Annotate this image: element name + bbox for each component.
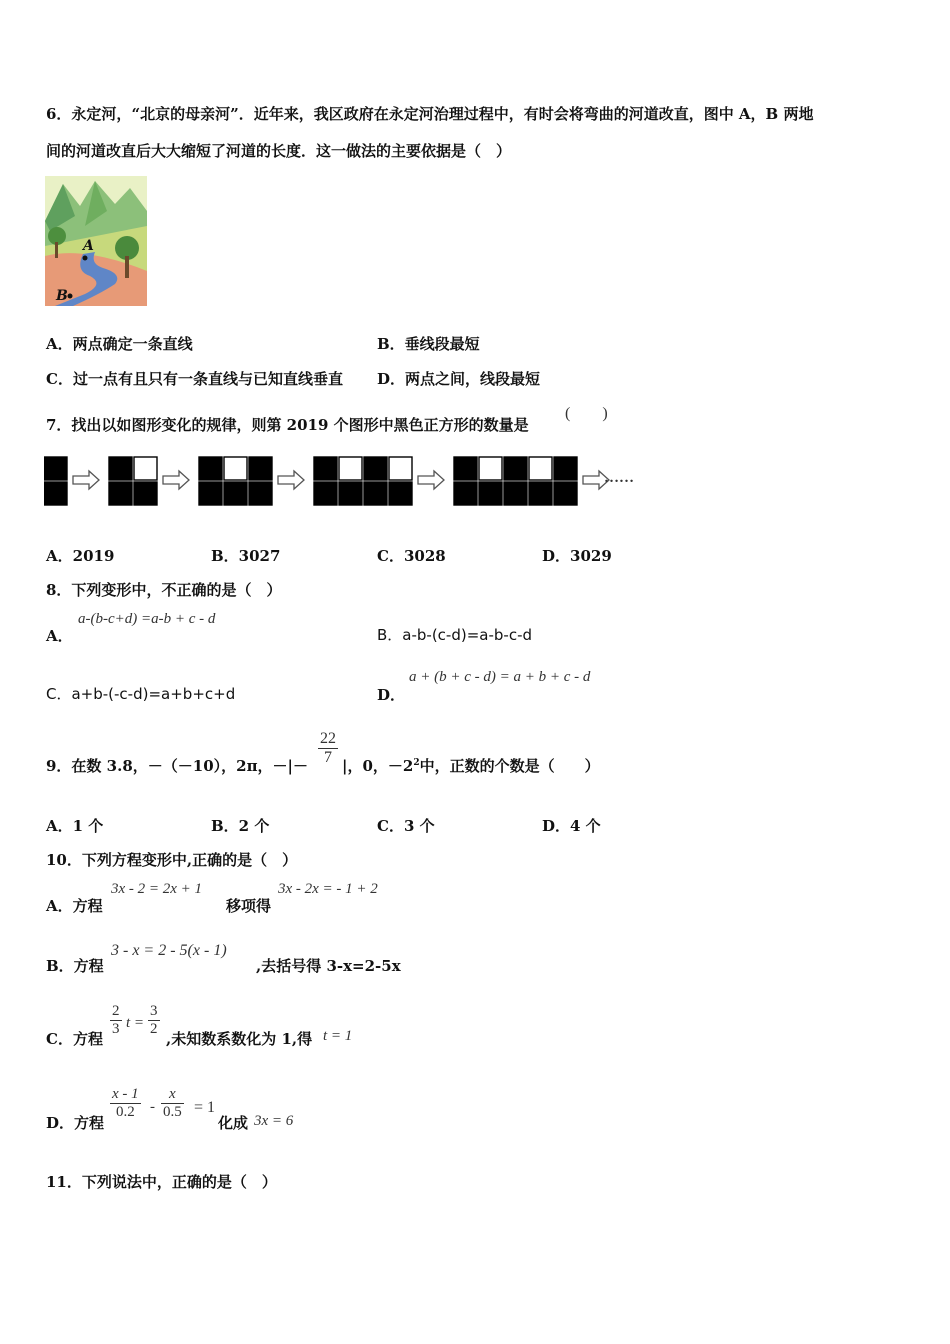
q6-option-c[interactable]: C．过一点有且只有一条直线与已知直线垂直	[46, 370, 343, 388]
black-square	[454, 457, 477, 480]
black-square	[364, 457, 387, 480]
pattern-figure-2	[109, 457, 157, 505]
arrow-right-icon	[278, 471, 304, 489]
q10-option-d-mid[interactable]: 化成	[218, 1114, 249, 1132]
white-square	[389, 457, 412, 480]
q6-option-a[interactable]: A．两点确定一条直线	[46, 335, 193, 353]
fraction-numerator: 3	[150, 1003, 158, 1019]
q10-option-a-equation[interactable]: 3x - 2 = 2x + 1	[111, 881, 203, 897]
q9-fraction-22-7	[318, 730, 338, 767]
black-square	[199, 482, 222, 505]
black-square	[249, 457, 272, 480]
fraction-denominator: 3	[112, 1021, 120, 1037]
q9-option-d[interactable]: D．4 个	[542, 817, 601, 835]
q10-option-c-tail[interactable]: ,未知数系数化为 1,得	[166, 1030, 313, 1048]
white-square	[529, 457, 552, 480]
point-a-label: A	[83, 238, 94, 254]
black-square	[109, 482, 132, 505]
q10-stem: 10．下列方程变形中,正确的是（ ）	[46, 851, 298, 869]
q7-option-a[interactable]: A．2019	[46, 547, 115, 565]
black-square	[554, 482, 577, 505]
q10-option-d-minus[interactable]: -	[150, 1099, 155, 1115]
q8-option-a-expression[interactable]: a-(b-c+d) =a-b + c - d	[78, 611, 216, 627]
q6-option-d[interactable]: D．两点之间，线段最短	[377, 370, 541, 388]
pattern-figure-4	[314, 457, 412, 505]
white-square	[224, 457, 247, 480]
q7-option-b[interactable]: B．3027	[211, 547, 281, 565]
white-square	[479, 457, 502, 480]
fraction-numerator: 2	[112, 1003, 120, 1019]
q10-option-a-label[interactable]: A．方程	[46, 897, 103, 915]
q9-stem-middle	[342, 755, 600, 776]
black-square	[339, 482, 362, 505]
q9-stem-mid-text: |，0，－2	[342, 757, 414, 775]
q6-stem-line2: 间的河道改直后大大缩短了河道的长度．这一做法的主要依据是（ ）	[46, 142, 512, 160]
q10-option-a-result[interactable]: 3x - 2x = - 1 + 2	[278, 881, 378, 897]
q7-answer-paren: ( )	[565, 405, 608, 422]
q10-option-b-tail[interactable]: ,去括号得 3-x=2-5x	[256, 957, 401, 975]
fraction-numerator: 22	[320, 730, 336, 747]
black-square	[134, 482, 157, 505]
pattern-figure-3	[199, 457, 272, 505]
q8-option-a-label[interactable]: A．	[46, 627, 73, 645]
q10-option-c-result[interactable]: t = 1	[323, 1028, 353, 1044]
white-square	[339, 457, 362, 480]
fraction-numerator: x - 1	[112, 1086, 139, 1102]
q9-option-b[interactable]: B．2 个	[211, 817, 270, 835]
q9-option-c[interactable]: C．3 个	[377, 817, 435, 835]
fraction-denominator: 2	[150, 1021, 158, 1037]
q8-stem: 8．下列变形中，不正确的是（ ）	[46, 581, 282, 599]
black-square	[454, 482, 477, 505]
q11-stem: 11．下列说法中，正确的是（ ）	[46, 1173, 277, 1191]
river-landscape-illustration	[45, 176, 147, 306]
q10-option-b-equation[interactable]: 3 - x = 2 - 5(x - 1)	[111, 942, 227, 959]
black-square	[44, 482, 67, 505]
arrow-right-icon	[163, 471, 189, 489]
fraction-denominator: 0.2	[115, 1104, 135, 1120]
pattern-ellipsis: ……	[604, 470, 634, 486]
fraction-denominator: 7	[324, 749, 332, 766]
q7-option-c[interactable]: C．3028	[377, 547, 446, 565]
fraction-denominator: 0.5	[163, 1104, 182, 1120]
q10-option-c-fraction-1[interactable]	[110, 1003, 122, 1038]
black-square	[44, 457, 67, 480]
black-square	[314, 482, 337, 505]
q10-option-c-variable[interactable]: t =	[126, 1015, 145, 1031]
q10-option-c-label[interactable]: C．方程	[46, 1030, 103, 1048]
black-square	[364, 482, 387, 505]
q10-option-d-equals[interactable]: = 1	[194, 1099, 216, 1116]
square-pattern-sequence	[44, 456, 644, 508]
q9-stem-start: 9．在数 3.8，－（－10），2π，－|－	[46, 757, 309, 775]
q10-option-d-fraction-2[interactable]	[161, 1086, 184, 1121]
black-square	[504, 482, 527, 505]
q7-option-d[interactable]: D．3029	[542, 547, 612, 565]
q10-option-d-result[interactable]: 3x = 6	[254, 1113, 294, 1129]
q10-option-d-label[interactable]: D．方程	[46, 1114, 105, 1132]
q10-option-c-fraction-2[interactable]	[148, 1003, 160, 1038]
q10-option-b-label[interactable]: B．方程	[46, 957, 104, 975]
black-square	[389, 482, 412, 505]
black-square	[554, 457, 577, 480]
q9-option-a[interactable]: A．1 个	[46, 817, 104, 835]
white-square	[134, 457, 157, 480]
q9-stem-end-text: 中，正数的个数是（ ）	[419, 757, 600, 775]
black-square	[529, 482, 552, 505]
arrow-right-icon	[73, 471, 99, 489]
black-square	[479, 482, 502, 505]
q8-option-d-label[interactable]: D．	[377, 686, 406, 704]
q6-option-b[interactable]: B．垂线段最短	[377, 335, 480, 353]
pattern-svg	[44, 456, 644, 508]
point-b-label: B	[56, 288, 68, 304]
black-square	[249, 482, 272, 505]
fraction-numerator: x	[161, 1086, 184, 1104]
q8-option-b[interactable]: B．a-b-(c-d)=a-b-c-d	[377, 626, 533, 644]
black-square	[109, 457, 132, 480]
pattern-figure-1	[44, 457, 67, 505]
q10-option-d-fraction-1[interactable]	[110, 1086, 141, 1121]
q7-stem: 7．找出以如图形变化的规律，则第 2019 个图形中黑色正方形的数量是	[46, 416, 529, 434]
arrow-right-icon	[418, 471, 444, 489]
pattern-figure-5	[454, 457, 577, 505]
q8-option-c[interactable]: C．a+b-(-c-d)=a+b+c+d	[46, 685, 236, 703]
black-square	[314, 457, 337, 480]
black-square	[504, 457, 527, 480]
q6-stem-line1: 6．永定河，“北京的母亲河”．近年来，我区政府在永定河治理过程中，有时会将弯曲的河道改直，图中 A，B 两地	[46, 105, 814, 123]
black-square	[199, 457, 222, 480]
q8-option-d-expression[interactable]: a + (b + c - d) = a + b + c - d	[409, 669, 591, 685]
q10-option-a-transpose-text[interactable]: 移项得	[226, 897, 272, 915]
q9-exponent: 2	[413, 758, 420, 768]
black-square	[224, 482, 247, 505]
